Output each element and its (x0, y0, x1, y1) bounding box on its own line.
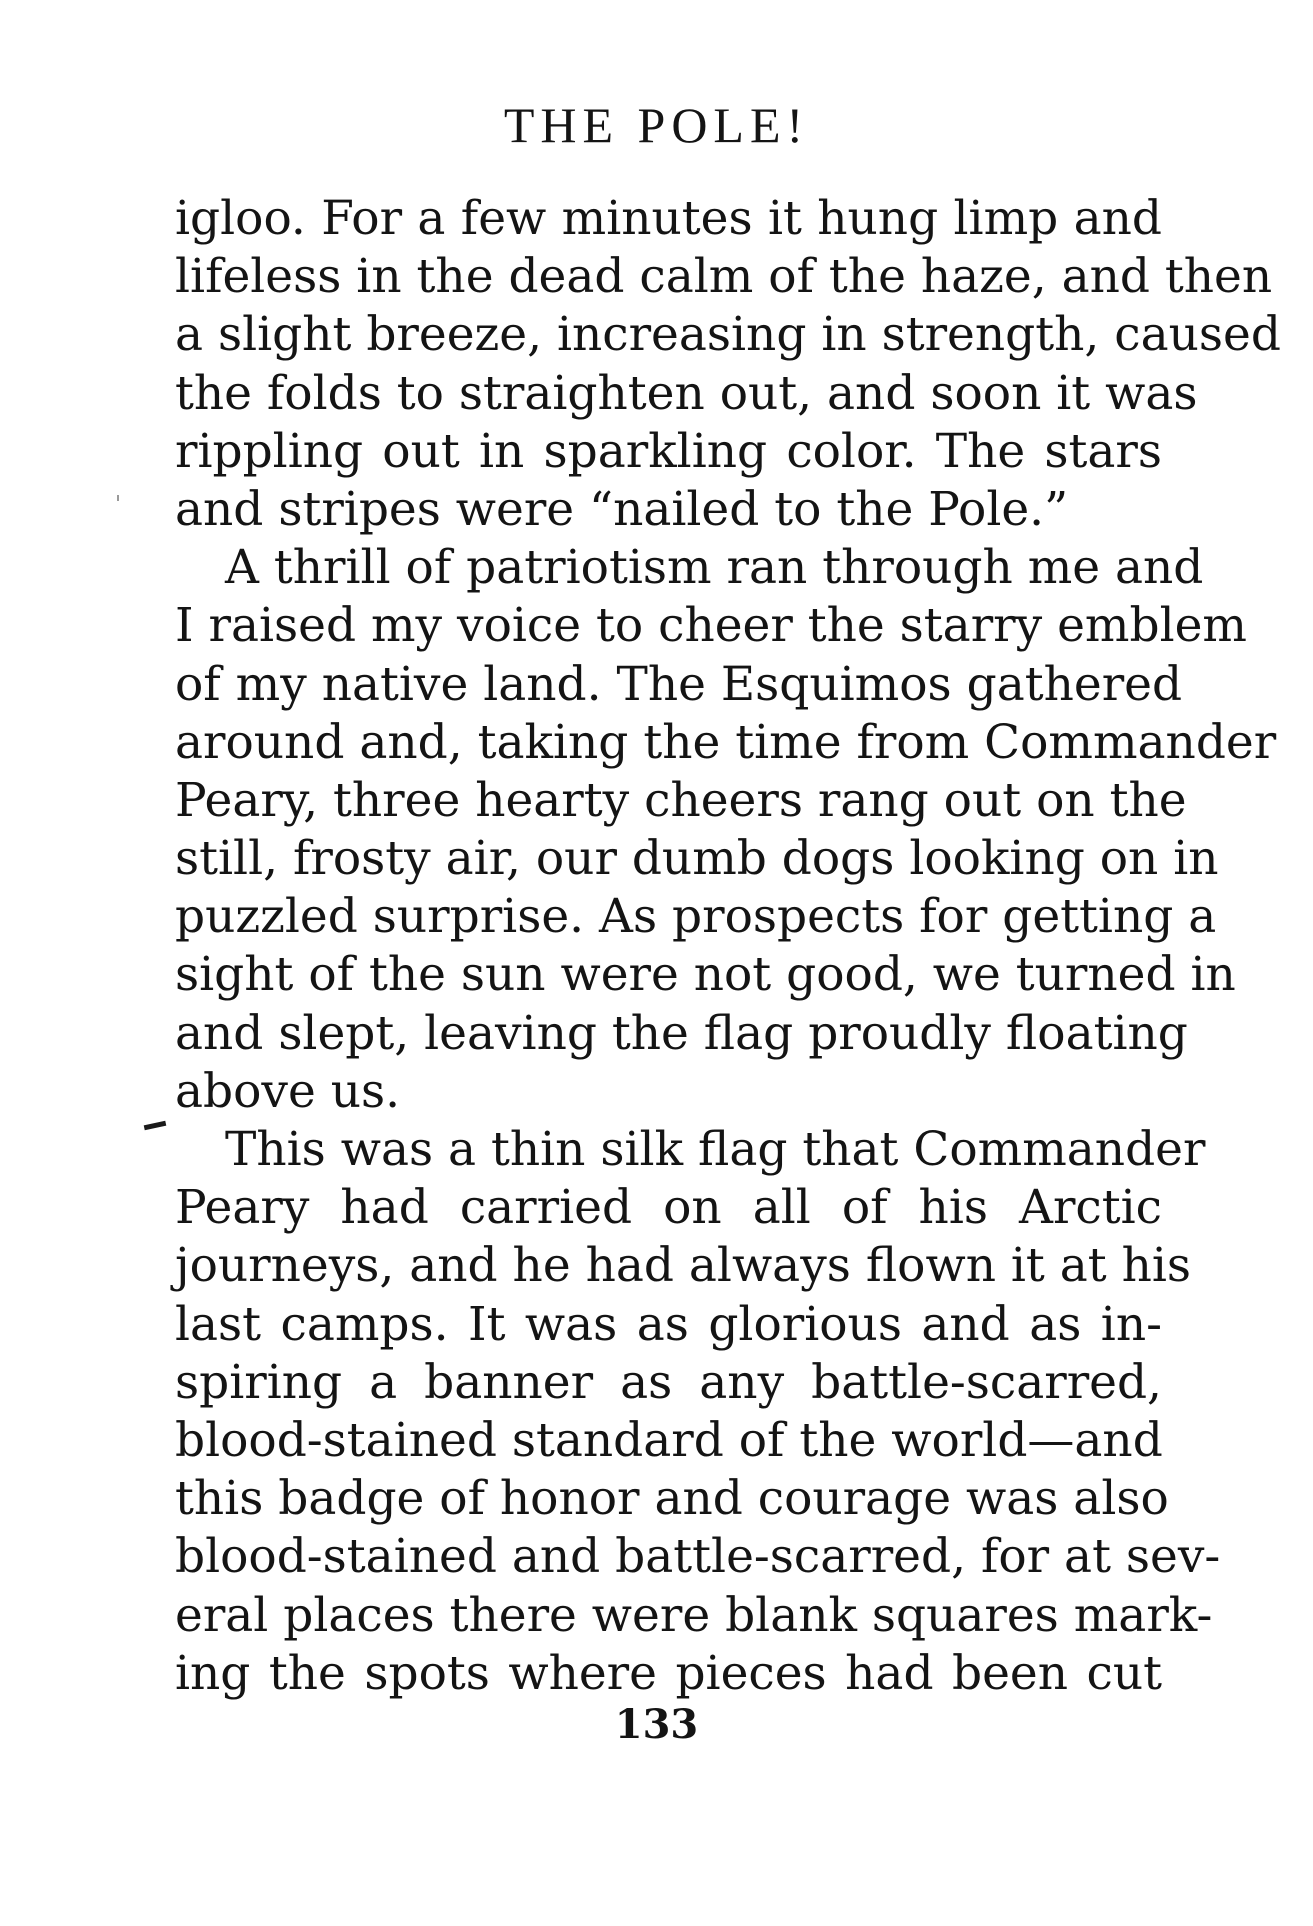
text-line: this badge of honor and courage was also (175, 1471, 1169, 1527)
text-line: the folds to straighten out, and soon it was (175, 365, 1198, 421)
text-line: rippling out in sparkling color. The stars (175, 423, 1162, 479)
text-line: and slept, leaving the flag proudly floating (175, 1005, 1188, 1061)
text-line: journeys, and he had always flown it at his (175, 1238, 1192, 1294)
text-line: blood-stained standard of the world—and (175, 1412, 1163, 1468)
text-line: of my native land. The Esquimos gathered (175, 656, 1183, 712)
text-line: lifeless in the dead calm of the haze, and then (175, 249, 1273, 305)
text-line: sight of the sun were not good, we turned in (175, 947, 1236, 1003)
text-line: around and, taking the time from Commander (175, 714, 1277, 770)
text-line: Peary had carried on all of his Arctic (175, 1180, 1162, 1236)
text-line: spiring a banner as any battle-scarred, (175, 1354, 1162, 1410)
margin-speck (117, 495, 119, 501)
page-number: 133 (614, 1701, 699, 1748)
text-line: a slight breeze, increasing in strength, caused (175, 307, 1281, 363)
text-line: blood-stained and battle-scarred, for at sev- (175, 1529, 1221, 1585)
paragraph-start-line: This was a thin silk flag that Commander (225, 1122, 1206, 1177)
text-line: eral places there were blank squares mark- (175, 1587, 1213, 1643)
ink-mark (144, 1121, 167, 1130)
text-line: above us. (175, 1063, 401, 1119)
text-line: Peary, three hearty cheers rang out on the (175, 772, 1187, 828)
text-line: ing the spots where pieces had been cut (175, 1645, 1162, 1701)
paragraph-start-line: A thrill of patriotism ran through me and (225, 540, 1204, 596)
text-line: and stripes were “nailed to the Pole.” (175, 481, 1069, 537)
text-line: still, frosty air, our dumb dogs looking on in (175, 831, 1219, 887)
text-line: igloo. For a few minutes it hung limp and (175, 191, 1162, 246)
text-line: I raised my voice to cheer the starry emblem (175, 598, 1248, 654)
running-head: THE POLE! (503, 97, 810, 153)
body-text (175, 190, 1281, 1703)
text-line: puzzled surprise. As prospects for getting a (175, 889, 1217, 945)
text-line: last camps. It was as glorious and as in- (175, 1296, 1162, 1352)
